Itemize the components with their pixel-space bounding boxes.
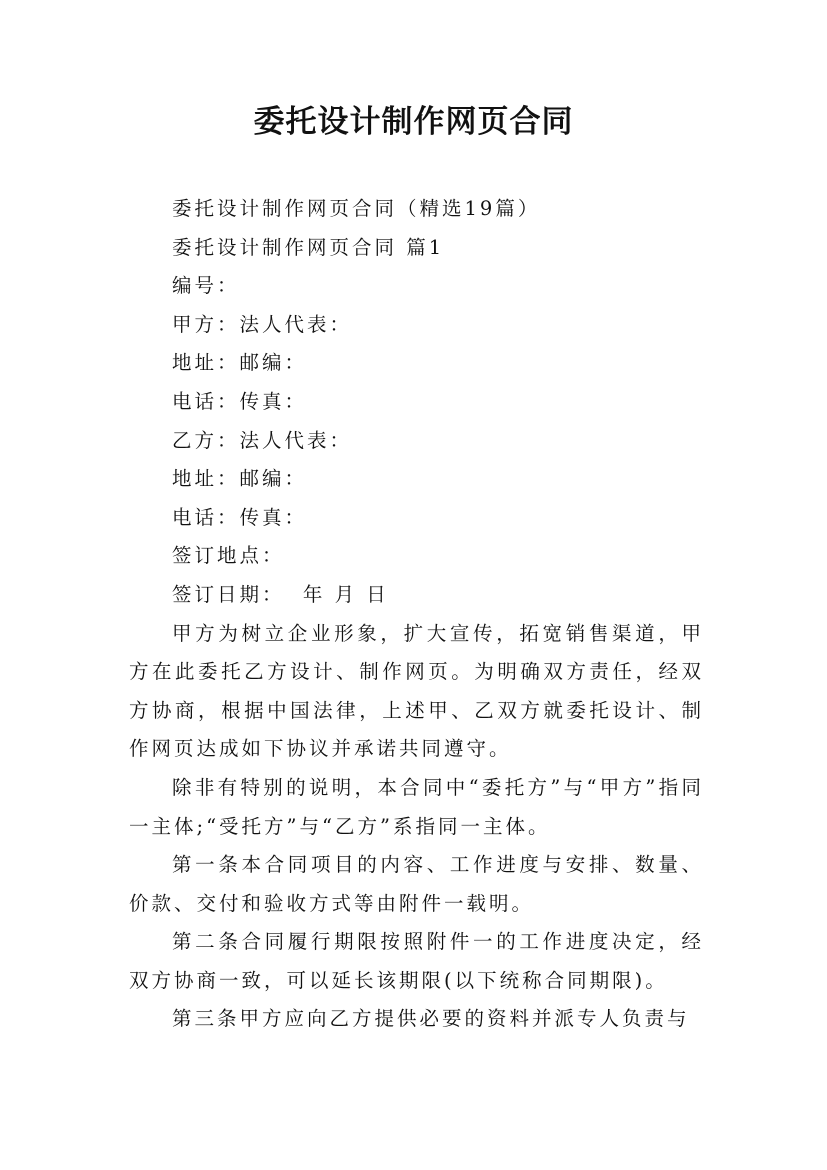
field-party-a-address: 地址：邮编： bbox=[172, 351, 308, 375]
field-party-a-phone: 电话：传真： bbox=[172, 389, 308, 413]
paragraph-article-2: 第二条合同履行期限按照附件一的工作进度决定，经双方协商一致，可以延长该期限(以下统称合同期限)。 bbox=[129, 930, 704, 992]
field-party-b-phone: 电话：传真： bbox=[172, 505, 308, 529]
document-title: 委托设计制作网页合同 bbox=[253, 104, 574, 140]
paragraph-definitions: 除非有特别的说明，本合同中“委托方”与“甲方”指同一主体;“受托方”与“乙方”系指同一主体。 bbox=[129, 775, 704, 838]
field-party-a: 甲方：法人代表： bbox=[172, 312, 353, 336]
paragraph-article-1: 第一条本合同项目的内容、工作进度与安排、数量、价款、交付和验收方式等由附件一载明。 bbox=[129, 853, 704, 915]
paragraph-article-3: 第三条甲方应向乙方提供必要的资料并派专人负责与 bbox=[172, 1007, 690, 1031]
field-party-b: 乙方：法人代表： bbox=[172, 428, 353, 452]
subtitle-line: 委托设计制作网页合同（精选19篇） bbox=[172, 197, 541, 220]
field-party-b-address: 地址：邮编： bbox=[172, 467, 308, 491]
field-number: 编号： bbox=[172, 274, 240, 298]
document-body bbox=[129, 190, 704, 1039]
paragraph-preamble: 甲方为树立企业形象，扩大宣传，拓宽销售渠道，甲方在此委托乙方设计、制作网页。为明确双方责任，经双方协商，根据中国法律，上述甲、乙双方就委托设计、制作网页达成如下协议并承诺共同遵守。 bbox=[129, 621, 704, 761]
field-signing-place: 签订地点： bbox=[172, 544, 285, 568]
field-signing-date: 签订日期： 年 月 日 bbox=[172, 582, 389, 606]
section-heading: 委托设计制作网页合同 篇1 bbox=[172, 235, 445, 259]
